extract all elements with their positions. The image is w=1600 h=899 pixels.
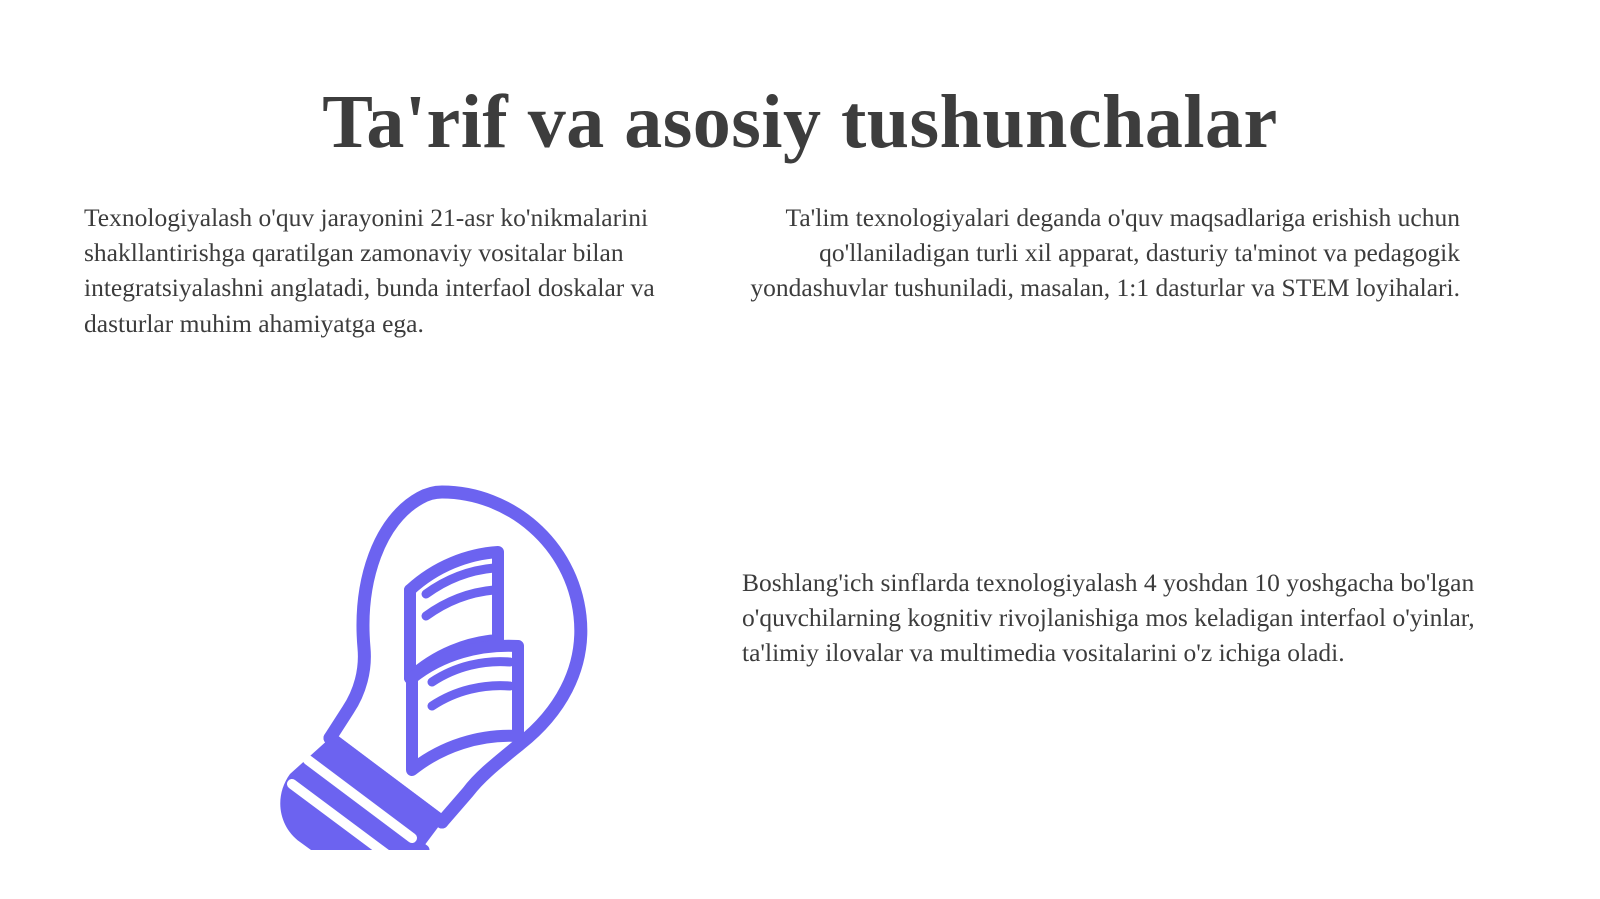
body-paragraph-left-top: Texnologiyalash o'quv jarayonini 21-asr ko'nikmalarini shakllantirishga qaratilgan zamonaviy vositalar bilan integratsiyalashni anglatadi, bunda interfaol doskalar va dasturlar muhim ahamiyatga ega. [84, 203, 655, 338]
page-title: Ta'rif va asosiy tushunchalar [322, 79, 1278, 164]
body-paragraph-right-top: Ta'lim texnologiyalari deganda o'quv maqsadlariga erishish uchun qo'llaniladigan turli xil apparat, dasturiy ta'minot va pedagogik yondashuvlar tushuniladi, masalan, 1:1 dasturlar va STEM loyihalari. [750, 203, 1460, 303]
lightbulb-with-open-book-icon [180, 470, 640, 850]
body-paragraph-right-bottom: Boshlang'ich sinflarda texnologiyalash 4 yoshdan 10 yoshgacha bo'lgan o'quvchilarning kognitiv rivojlanishiga mos keladigan interfaol o'yinlar, ta'limiy ilovalar va multimedia vositalarini o'z ichiga oladi. [742, 568, 1475, 668]
